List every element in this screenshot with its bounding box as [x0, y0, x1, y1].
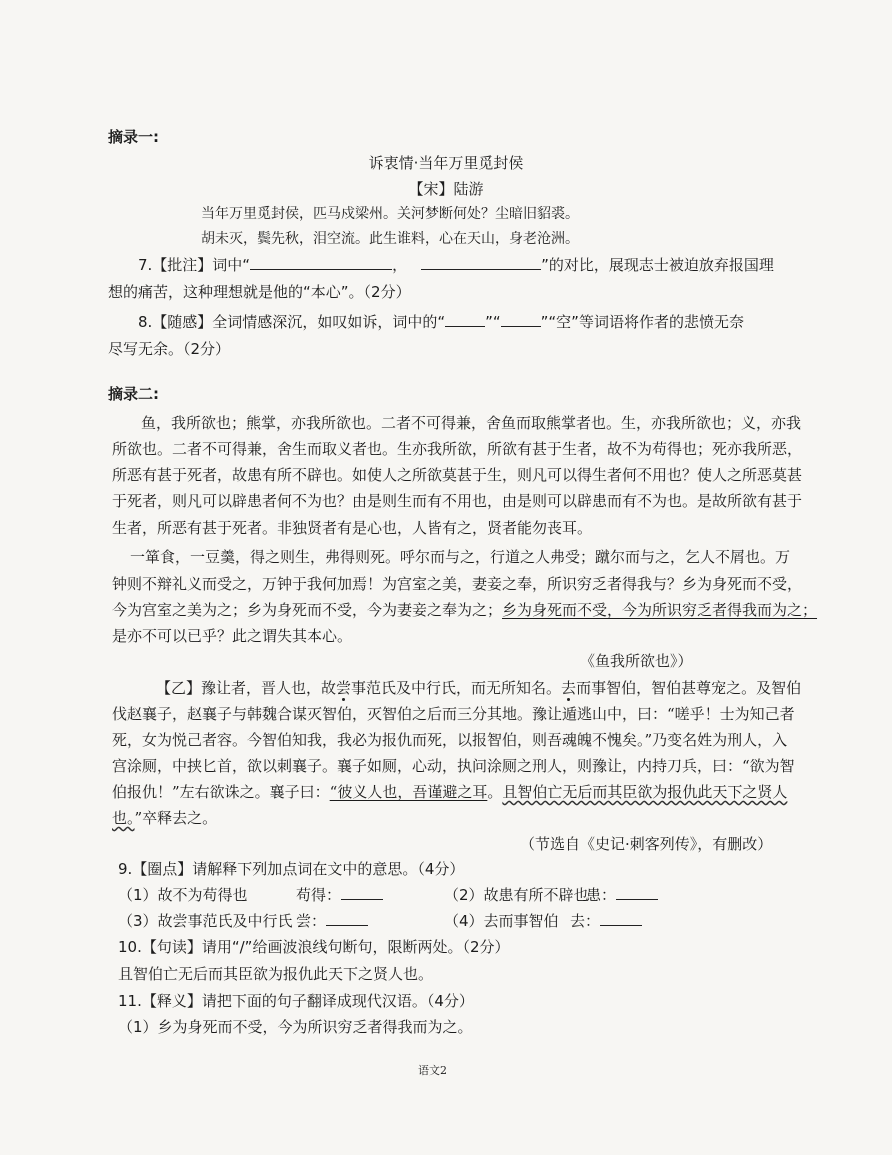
yi-line-5-period: 。	[487, 783, 503, 801]
page-number: 语文2	[418, 1064, 447, 1077]
passage-jia-line-2: 所欲也。二者不可得兼，舍生而取义者也。生亦我所欲，所欲有甚于生者，故不为苟得也；死亦我所恶，	[112, 440, 803, 458]
excerpt2-heading: 摘录二:	[108, 385, 159, 403]
passage-yi-line-4: 宫涂厕，中挟匕首，欲以刺襄子。襄子如厕，心动，执问涂厕之刑人，则豫让，内持刀兵，曰：“欲为智	[112, 757, 795, 775]
passage-jia-line-7: 钟则不辩礼义而受之，万钟于我何加焉！为宫室之美，妻妾之奉，所识穷乏者得我与？乡为身死而不受，	[112, 575, 803, 593]
passage-jia-line-6: 一箪食，一豆羹，得之则生，弗得则死。呼尔而与之，行道之人弗受；蹴尔而与之，乞人不屑也。万	[130, 548, 791, 566]
q9-item-4-answer	[570, 910, 642, 931]
poem-line-1: 当年万里觅封侯，匹马戍梁州。关河梦断何处？尘暗旧貂裘。	[201, 206, 579, 222]
q7-text-c: ”的对比，展现志士被迫放弃报国理	[541, 256, 774, 274]
yi-line-5-text: 伯报仇！”左右欲诛之。襄子曰：	[112, 783, 330, 801]
q9-item-1-blank[interactable]	[341, 885, 383, 900]
yi-text-c: 而事智伯，智伯甚尊宠之。及智伯	[576, 679, 802, 697]
question-7	[138, 254, 774, 275]
passage-jia-source: 《鱼我所欲也》）	[580, 652, 693, 670]
passage-yi-line-6	[112, 807, 217, 828]
q8-blank-2[interactable]	[501, 312, 541, 327]
q9-item-3-answer	[296, 910, 368, 931]
q9-item-4: （4）去而事智伯	[444, 912, 559, 930]
q9-item-2-blank[interactable]	[616, 885, 658, 900]
passage-jia-line-1: 鱼，我所欲也；熊掌，亦我所欲也。二者不可得兼，舍鱼而取熊掌者也。生，亦我所欲也；义，亦我	[141, 414, 802, 432]
q7-blank-2[interactable]	[421, 255, 541, 270]
dotted-word-chang: 尝	[336, 679, 352, 697]
poem-title: 诉衷情·当年万里觅封侯	[368, 154, 524, 172]
question-11-item-1: （1）乡为身死而不受，今为所识穷乏者得我而为之。	[118, 1018, 473, 1036]
q8-text-c: ”“空”等词语将作者的悲愤无奈	[540, 313, 744, 331]
q8-blank-1[interactable]	[445, 312, 485, 327]
q8-text-b: ”“	[485, 313, 501, 331]
excerpt1-heading: 摘录一:	[108, 128, 159, 146]
yi-text-a: 【乙】豫让者，晋人也，故	[156, 679, 337, 697]
yi-text-b: 事范氏及中行氏，而无所知名。	[351, 679, 562, 697]
passage-yi-line-1	[156, 677, 801, 698]
q9-item-3-blank[interactable]	[326, 911, 368, 926]
question-10-sentence: 且智伯亡无后而其臣欲为报仇此天下之贤人也。	[118, 965, 434, 983]
question-8	[138, 311, 744, 332]
question-9: 9.【圈点】请解释下列加点词在文中的意思。（4分）	[118, 860, 465, 878]
q9-item-3-key: 尝：	[296, 912, 327, 930]
q9-item-2-answer	[586, 884, 658, 905]
q9-item-1-answer	[296, 884, 383, 905]
q8-text-a: 8.【随感】全词情感深沉，如叹如诉，词中的“	[138, 313, 446, 331]
passage-yi-source: （节选自《史记·刺客列传》，有删改）	[520, 835, 773, 853]
q9-item-4-blank[interactable]	[600, 911, 642, 926]
jia-line-8-text: 今为宫室之美为之；乡为身死而不受，今为妻妾之奉为之；	[112, 601, 503, 619]
passage-yi-line-2: 伐赵襄子，赵襄子与韩魏合谋灭智伯，灭智伯之后而三分其地。豫让遁逃山中，曰：“嗟乎！士为知己者	[112, 705, 795, 723]
passage-jia-line-9: 是亦不可以已乎？此之谓失其本心。	[112, 627, 353, 645]
poem-line-2: 胡未灭，鬓先秋，泪空流。此生谁料，心在天山，身老沧洲。	[201, 231, 579, 247]
q7-text-a: 7.【批注】词中“	[138, 256, 251, 274]
q9-item-3: （3）故尝事范氏及中行氏	[118, 912, 293, 930]
yi-underlined-sentence: “彼义人也，吾谨避之耳	[329, 783, 488, 801]
passage-jia-line-3: 所恶有甚于死者，故患有所不辟也。如使人之所欲莫甚于生，则凡可以得生者何不用也？使人之所恶莫甚	[112, 466, 803, 484]
dotted-word-qu: 去	[561, 679, 577, 697]
q7-blank-1[interactable]	[250, 255, 392, 270]
passage-jia-line-5: 生者，所恶有甚于死者。非独贤者有是心也，人皆有之，贤者能勿丧耳。	[112, 519, 593, 537]
q9-item-2: （2）故患有所不辟也	[444, 886, 589, 904]
q9-item-1: （1）故不为苟得也	[118, 886, 248, 904]
passage-jia-line-4: 于死者，则凡可以辟患者何不为也？由是则生而有不用也，由是则可以辟患而有不为也。是故所欲有甚于	[112, 492, 803, 510]
jia-underlined-sentence: 乡为身死而不受，今为所识穷乏者得我而为之；	[502, 601, 818, 619]
q9-item-1-key: 苟得：	[296, 886, 342, 904]
yi-wavy-sentence: 且智伯亡无后而其臣欲为报仇此天下之贤人	[502, 783, 788, 801]
yi-line-6-text: ”卒释去之。	[134, 809, 218, 827]
question-11: 11.【释义】请把下面的句子翻译成现代汉语。（4分）	[118, 992, 474, 1010]
yi-wavy-sentence-end: 也。	[112, 809, 135, 827]
question-8-cont: 尽写无余。（2分）	[108, 340, 231, 358]
passage-yi-line-3: 死，女为悦己者容。今智伯知我，我必为报仇而死，以报智伯，则吾魂魄不愧矣。”乃变名姓为刑人，入	[112, 731, 788, 749]
question-10: 10.【句读】请用“/”给画波浪线句断句，限断两处。（2分）	[118, 938, 510, 956]
poem-author: 【宋】陆游	[408, 180, 484, 198]
passage-yi-line-5	[112, 781, 787, 802]
question-7-cont: 想的痛苦，这种理想就是他的“本心”。（2分）	[108, 283, 411, 301]
q9-item-4-key: 去：	[570, 912, 601, 930]
q7-text-b: ，	[392, 256, 408, 274]
passage-jia-line-8	[112, 599, 817, 620]
q9-item-2-key: 患：	[586, 886, 617, 904]
